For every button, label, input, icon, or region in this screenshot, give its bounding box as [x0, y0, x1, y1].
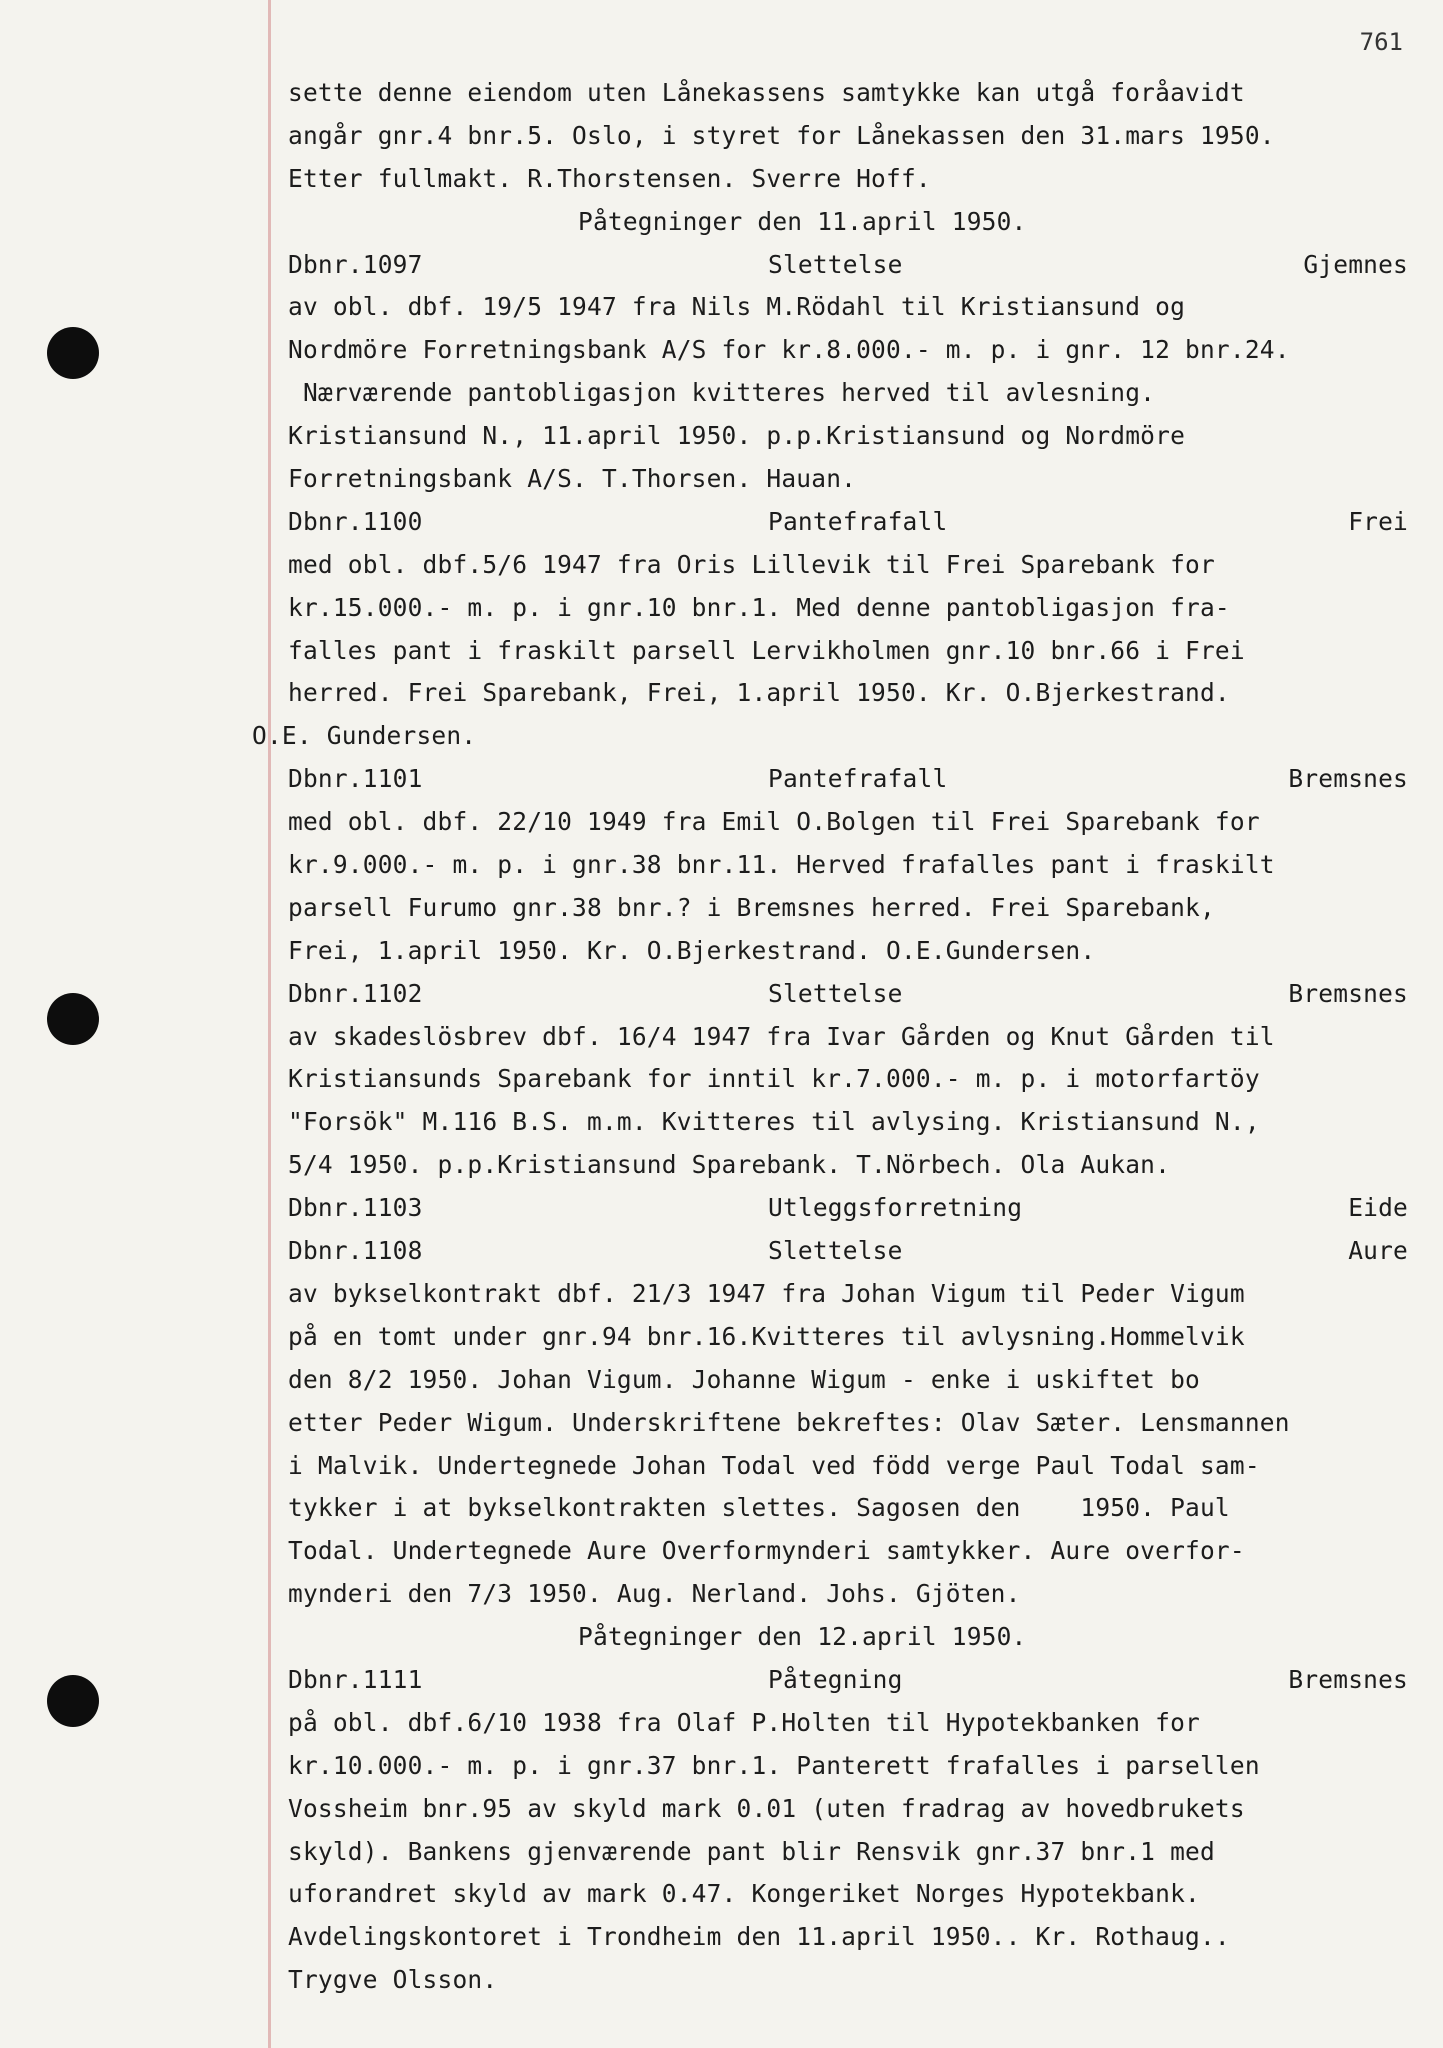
entry-type: Slettelse — [768, 978, 903, 1008]
text-line: på obl. dbf.6/10 1938 fra Olaf P.Holten til Hypotekbanken for — [288, 1707, 1200, 1737]
entry-ref: Dbnr.1108 — [288, 1236, 423, 1266]
text-line: Nordmöre Forretningsbank A/S for kr.8.000.- m. p. i gnr. 12 bnr.24. — [288, 335, 1290, 365]
entry-place: Gjemnes — [1303, 249, 1408, 279]
entry-type: Pantefrafall — [768, 764, 948, 794]
text-line: mynderi den 7/3 1950. Aug. Nerland. Johs. Gjöten. — [288, 1579, 1021, 1609]
entry-type: Slettelse — [768, 1236, 903, 1266]
text-line: falles pant i fraskilt parsell Lervikholmen gnr.10 bnr.66 i Frei — [288, 635, 1245, 665]
punch-hole-bottom — [47, 1675, 99, 1727]
entry-type: Utleggsforretning — [768, 1193, 1023, 1223]
text-line: Vossheim bnr.95 av skyld mark 0.01 (uten fradrag av hovedbrukets — [288, 1793, 1245, 1823]
text-line: "Forsök" M.116 B.S. m.m. Kvitteres til avlysing. Kristiansund N., — [288, 1107, 1260, 1137]
text-line: av skadeslösbrev dbf. 16/4 1947 fra Ivar Gården og Knut Gården til — [288, 1021, 1275, 1051]
text-line: kr.10.000.- m. p. i gnr.37 bnr.1. Panterett frafalles i parsellen — [288, 1750, 1260, 1780]
entry-type: Påtegning — [768, 1664, 903, 1694]
text-line: den 8/2 1950. Johan Vigum. Johanne Wigum - enke i uskiftet bo — [288, 1364, 1200, 1394]
entry-place: Bremsnes — [1288, 764, 1408, 794]
text-line: parsell Furumo gnr.38 bnr.? i Bremsnes herred. Frei Sparebank, — [288, 892, 1215, 922]
text-line: Avdelingskontoret i Trondheim den 11.april 1950.. Kr. Rothaug.. — [288, 1922, 1230, 1952]
text-line: sette denne eiendom uten Lånekassens samtykke kan utgå foråavidt — [288, 78, 1245, 107]
text-line: Nærværende pantobligasjon kvitteres herved til avlesning. — [288, 378, 1156, 408]
text-line: Todal. Undertegnede Aure Overformynderi samtykker. Aure overfor- — [288, 1536, 1245, 1566]
entry-place: Aure — [1348, 1236, 1408, 1266]
section-heading: Påtegninger den 12.april 1950. — [578, 1622, 1027, 1652]
document-body — [252, 72, 1418, 2002]
entry-place: Eide — [1348, 1193, 1408, 1223]
entry-header — [288, 973, 1418, 1016]
text-line: herred. Frei Sparebank, Frei, 1.april 1950. Kr. O.Bjerkestrand. — [288, 678, 1230, 708]
text-line: kr.15.000.- m. p. i gnr.10 bnr.1. Med denne pantobligasjon fra- — [288, 592, 1230, 622]
text-line: 5/4 1950. p.p.Kristiansund Sparebank. T.Nörbech. Ola Aukan. — [288, 1150, 1171, 1180]
text-line: skyld). Bankens gjenværende pant blir Rensvik gnr.37 bnr.1 med — [288, 1836, 1215, 1866]
text-line: Kristiansund N., 11.april 1950. p.p.Kristiansund og Nordmöre — [288, 421, 1186, 451]
punch-hole-top — [47, 327, 99, 379]
punch-hole-middle — [47, 993, 99, 1045]
entry-ref: Dbnr.1111 — [288, 1664, 423, 1694]
text-line: uforandret skyld av mark 0.47. Kongeriket Norges Hypotekbank. — [288, 1879, 1200, 1909]
text-line: Etter fullmakt. R.Thorstensen. Sverre Hoff. — [288, 163, 931, 193]
text-line: Kristiansunds Sparebank for inntil kr.7.000.- m. p. i motorfartöy — [288, 1064, 1260, 1094]
entry-ref: Dbnr.1097 — [288, 249, 423, 279]
section-heading: Påtegninger den 11.april 1950. — [578, 206, 1027, 236]
text-line: med obl. dbf. 22/10 1949 fra Emil O.Bolgen til Frei Sparebank for — [288, 807, 1260, 837]
entry-header — [288, 1187, 1418, 1230]
entry-place: Frei — [1348, 506, 1408, 536]
text-line: Trygve Olsson. — [288, 1965, 498, 1995]
entry-header — [288, 758, 1418, 801]
margin-line — [268, 0, 271, 2048]
text-line: på en tomt under gnr.94 bnr.16.Kvitteres til avlysning.Hommelvik — [288, 1321, 1245, 1351]
entry-ref: Dbnr.1102 — [288, 978, 423, 1008]
entry-header — [288, 1230, 1418, 1273]
entry-place: Bremsnes — [1288, 1664, 1408, 1694]
text-line: O.E. Gundersen. — [252, 721, 477, 751]
text-line: Frei, 1.april 1950. Kr. O.Bjerkestrand. O.E.Gundersen. — [288, 935, 1096, 965]
text-line: tykker i at bykselkontrakten slettes. Sagosen den 1950. Paul — [288, 1493, 1230, 1523]
page-number: 761 — [1359, 28, 1403, 56]
entry-header — [288, 1659, 1418, 1702]
entry-type: Slettelse — [768, 249, 903, 279]
entry-ref: Dbnr.1101 — [288, 764, 423, 794]
text-line: angår gnr.4 bnr.5. Oslo, i styret for Lånekassen den 31.mars 1950. — [288, 120, 1275, 150]
entry-header — [288, 244, 1418, 287]
text-line: etter Peder Wigum. Underskriftene bekreftes: Olav Sæter. Lensmannen — [288, 1407, 1290, 1437]
entry-header — [288, 501, 1418, 544]
entry-place: Bremsnes — [1288, 978, 1408, 1008]
text-line: av obl. dbf. 19/5 1947 fra Nils M.Rödahl til Kristiansund og — [288, 292, 1186, 322]
text-line: Forretningsbank A/S. T.Thorsen. Hauan. — [288, 464, 857, 494]
text-line: av bykselkontrakt dbf. 21/3 1947 fra Johan Vigum til Peder Vigum — [288, 1278, 1245, 1308]
entry-type: Pantefrafall — [768, 506, 948, 536]
text-line: kr.9.000.- m. p. i gnr.38 bnr.11. Herved frafalles pant i fraskilt — [288, 850, 1275, 880]
text-line: med obl. dbf.5/6 1947 fra Oris Lillevik til Frei Sparebank for — [288, 549, 1215, 579]
entry-ref: Dbnr.1100 — [288, 506, 423, 536]
text-line: i Malvik. Undertegnede Johan Todal ved född verge Paul Todal sam- — [288, 1450, 1260, 1480]
entry-ref: Dbnr.1103 — [288, 1193, 423, 1223]
